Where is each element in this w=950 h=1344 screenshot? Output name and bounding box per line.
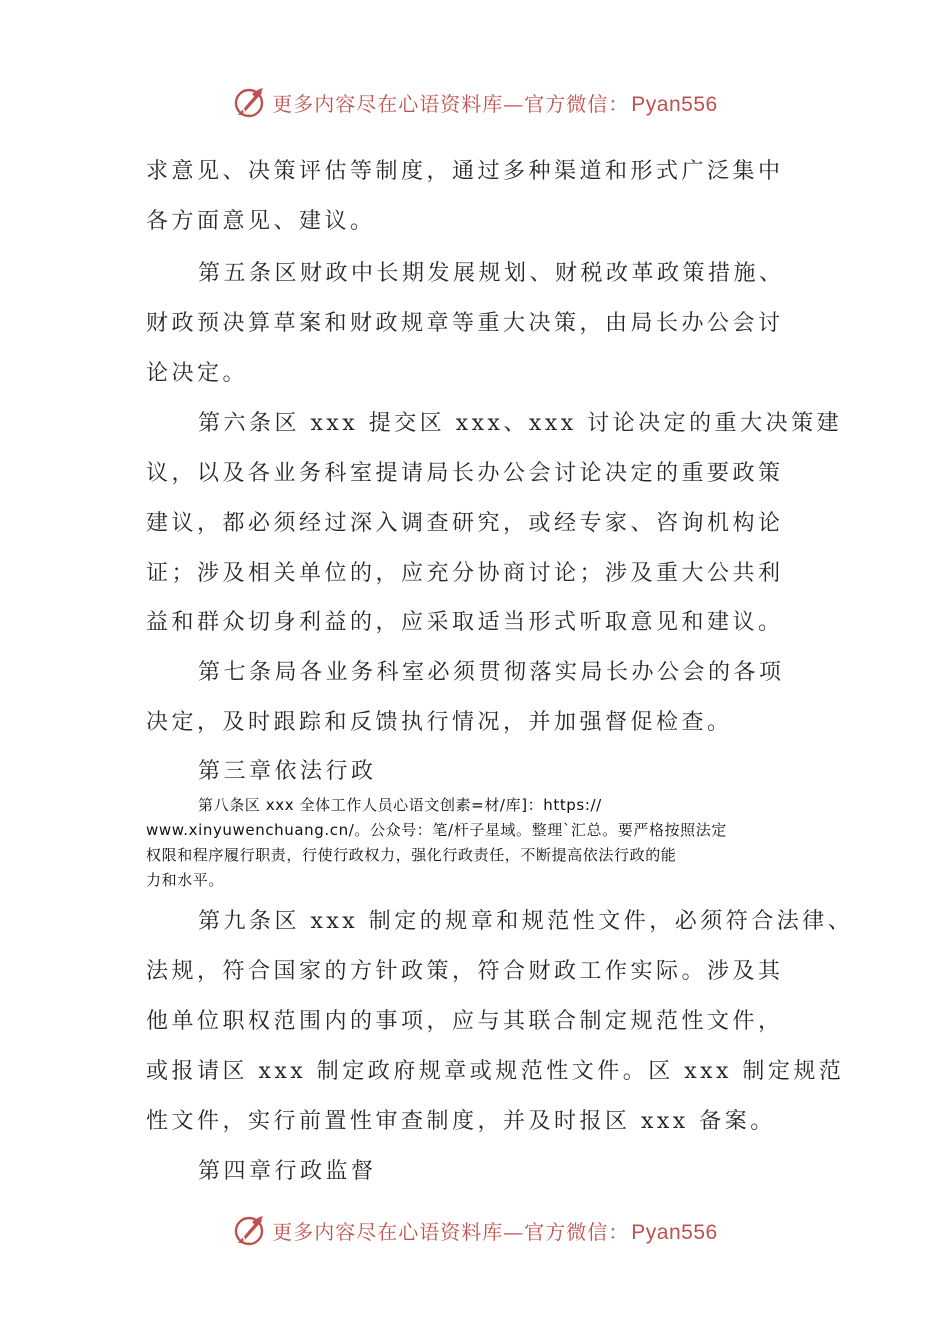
paragraph-line: 议，以及各业务科室提请局长办公会讨论决定的重要政策 <box>146 461 784 486</box>
small-text-line: 力和水平。 <box>146 871 225 889</box>
quill-pen-logo-icon <box>232 1213 266 1247</box>
small-text-line: www.xinyuwenchuang.cn/。公众号：笔/杆子星域。整理`汇总。要严格按照法定 <box>146 821 727 839</box>
paragraph-line: 第五条区财政中长期发展规划、财税改革政策措施、 <box>198 261 785 286</box>
paragraph-line: 第九条区 xxx 制定的规章和规范性文件，必须符合法律、 <box>198 909 854 934</box>
header-text <box>272 88 717 117</box>
footer-text <box>272 1216 717 1245</box>
paragraph-line: 决定，及时跟踪和反馈执行情况，并加强督促检查。 <box>146 710 733 735</box>
paragraph-line: 证；涉及相关单位的，应充分协商讨论；涉及重大公共利 <box>146 561 784 586</box>
small-text-line: 权限和程序履行职责，行使行政权力，强化行政责任，不断提高依法行政的能 <box>146 846 677 864</box>
paragraph-line: 他单位职权范围内的事项，应与其联合制定规范性文件， <box>146 1009 784 1034</box>
paragraph-line: 益和群众切身利益的，应采取适当形式听取意见和建议。 <box>146 610 784 635</box>
header-slogan: 更多内容尽在心语资料库—官方微信： <box>272 91 630 116</box>
paragraph-line: 法规，符合国家的方针政策，符合财政工作实际。涉及其 <box>146 959 784 984</box>
header-banner <box>0 80 950 124</box>
paragraph-line: 财政预决算草案和财政规章等重大决策，由局长办公会讨 <box>146 311 784 336</box>
paragraph-line: 第六条区 xxx 提交区 xxx、xxx 讨论决定的重大决策建 <box>198 411 843 436</box>
chapter-heading: 第三章依法行政 <box>198 759 377 784</box>
paragraph-line: 第七条局各业务科室必须贯彻落实局长办公会的各项 <box>198 660 785 685</box>
chapter-heading: 第四章行政监督 <box>198 1159 377 1184</box>
paragraph-line: 各方面意见、建议。 <box>146 209 376 234</box>
paragraph-line: 论决定。 <box>146 361 249 386</box>
header-brand: Pyan556 <box>631 92 718 116</box>
paragraph-line: 或报请区 xxx 制定政府规章或规范性文件。区 xxx 制定规范 <box>146 1059 845 1084</box>
quill-pen-logo-icon <box>232 85 266 119</box>
small-text-line: 第八条区 xxx 全体工作人员心语文创素=材/库]：https:// <box>198 796 602 814</box>
footer-slogan: 更多内容尽在心语资料库—官方微信： <box>272 1219 630 1244</box>
paragraph-line: 性文件，实行前置性审查制度，并及时报区 xxx 备案。 <box>146 1109 776 1134</box>
footer-brand: Pyan556 <box>631 1220 718 1244</box>
footer-banner <box>0 1208 950 1252</box>
paragraph-line: 建议，都必须经过深入调查研究，或经专家、咨询机构论 <box>146 511 784 536</box>
paragraph-line: 求意见、决策评估等制度，通过多种渠道和形式广泛集中 <box>146 159 784 184</box>
